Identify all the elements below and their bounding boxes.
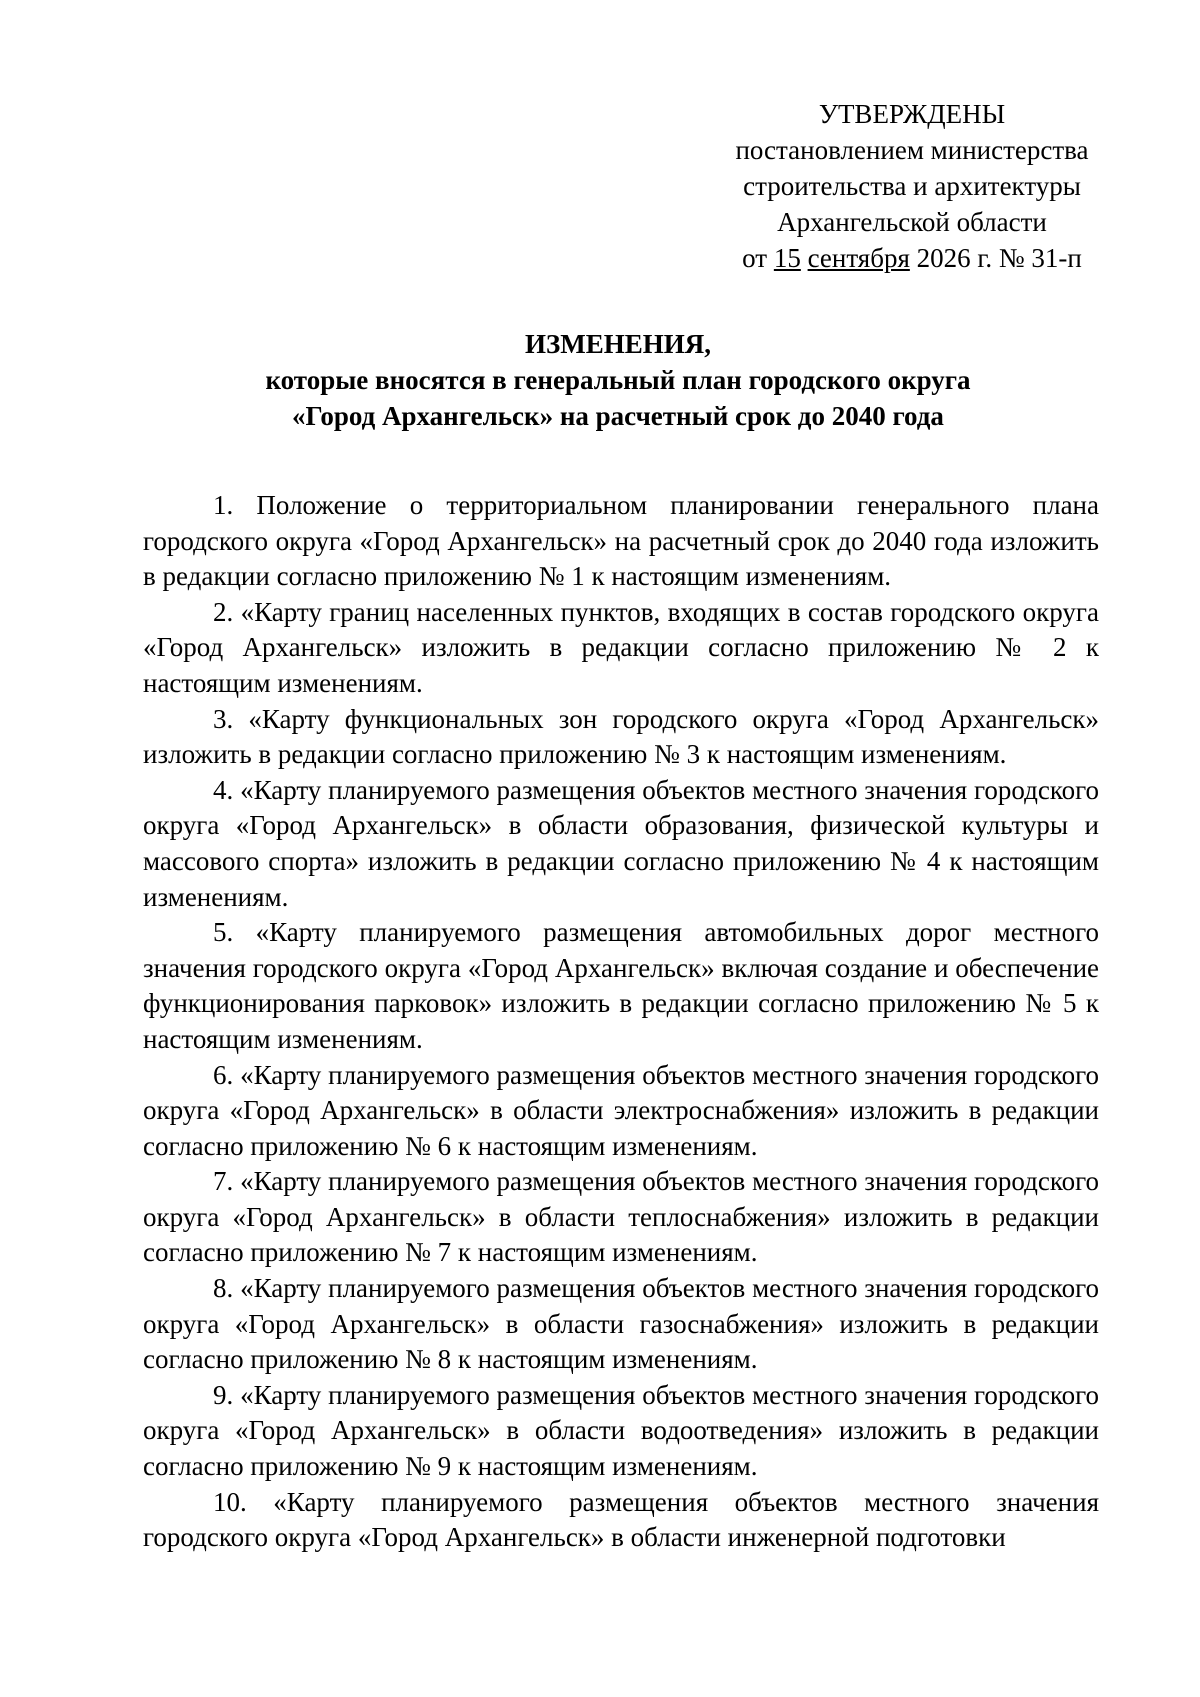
list-item: 4. «Карту планируемого размещения объектов местного значения городского округа «Город Архангельск» в области образования, физической культуры и массового спорта» изложить в редакции согласно приложению № 4 к настоящим изменениям. [143, 774, 1099, 912]
changes-list [143, 488, 1099, 1556]
list-item: 7. «Карту планируемого размещения объектов местного значения городского округа «Город Архангельск» в области теплоснабжения» изложить в редакции согласно приложению № 7 к настоящим изменениям. [143, 1166, 1099, 1268]
approval-date-prefix: от [742, 243, 774, 273]
list-item: 3. «Карту функциональных зон городского округа «Город Архангельск» изложить в редакции согласно приложению № 3 к настоящим изменениям. [143, 703, 1099, 770]
list-item: 10. «Карту планируемого размещения объектов местного значения городского округа «Город Архангельск» в области инженерной подготовки [143, 1486, 1099, 1553]
list-item: 1. Положение о территориальном планировании генерального плана городского округа «Город Архангельск» на расчетный срок до 2040 года изложить в редакции согласно приложению № 1 к настоящим изменениям. [143, 490, 1099, 592]
document-subtitle-line-2: «Город Архангельск» на расчетный срок до 2040 года [292, 401, 944, 431]
approval-block [712, 96, 1112, 276]
document-heading [140, 326, 1096, 434]
approval-date-suffix: 2026 г. № 31-п [909, 243, 1082, 273]
approval-status: УТВЕРЖДЕНЫ [818, 99, 1006, 129]
list-item: 2. «Карту границ населенных пунктов, входящих в состав городского округа «Город Архангельск» изложить в редакции согласно приложению № 2 к настоящим изменениям. [143, 596, 1099, 698]
list-item: 6. «Карту планируемого размещения объектов местного значения городского округа «Город Архангельск» в области электроснабжения» изложить в редакции согласно приложению № 6 к настоящим изменениям. [143, 1059, 1099, 1161]
document-subtitle-line-1: которые вносятся в генеральный план городского округа [265, 365, 971, 395]
approval-date [712, 240, 1112, 276]
approval-date-day: 15 [773, 243, 801, 273]
approval-line-2: строительства и архитектуры [743, 171, 1081, 201]
list-item: 8. «Карту планируемого размещения объектов местного значения городского округа «Город Архангельск» в области газоснабжения» изложить в редакции согласно приложению № 8 к настоящим изменениям. [143, 1273, 1099, 1375]
list-item: 9. «Карту планируемого размещения объектов местного значения городского округа «Город Архангельск» в области водоотведения» изложить в редакции согласно приложению № 9 к настоящим изменениям. [143, 1379, 1099, 1482]
approval-date-month: сентября [807, 243, 910, 273]
document-title: ИЗМЕНЕНИЯ, [524, 329, 711, 359]
list-item: 5. «Карту планируемого размещения автомобильных дорог местного значения городского округа «Город Архангельск» включая создание и обеспечение функционирования парковок» изложить в редакции согласно приложению № 5 к настоящим изменениям. [143, 917, 1099, 1054]
approval-line-3: Архангельской области [777, 207, 1047, 237]
approval-line-1: постановлением министерства [735, 135, 1089, 165]
